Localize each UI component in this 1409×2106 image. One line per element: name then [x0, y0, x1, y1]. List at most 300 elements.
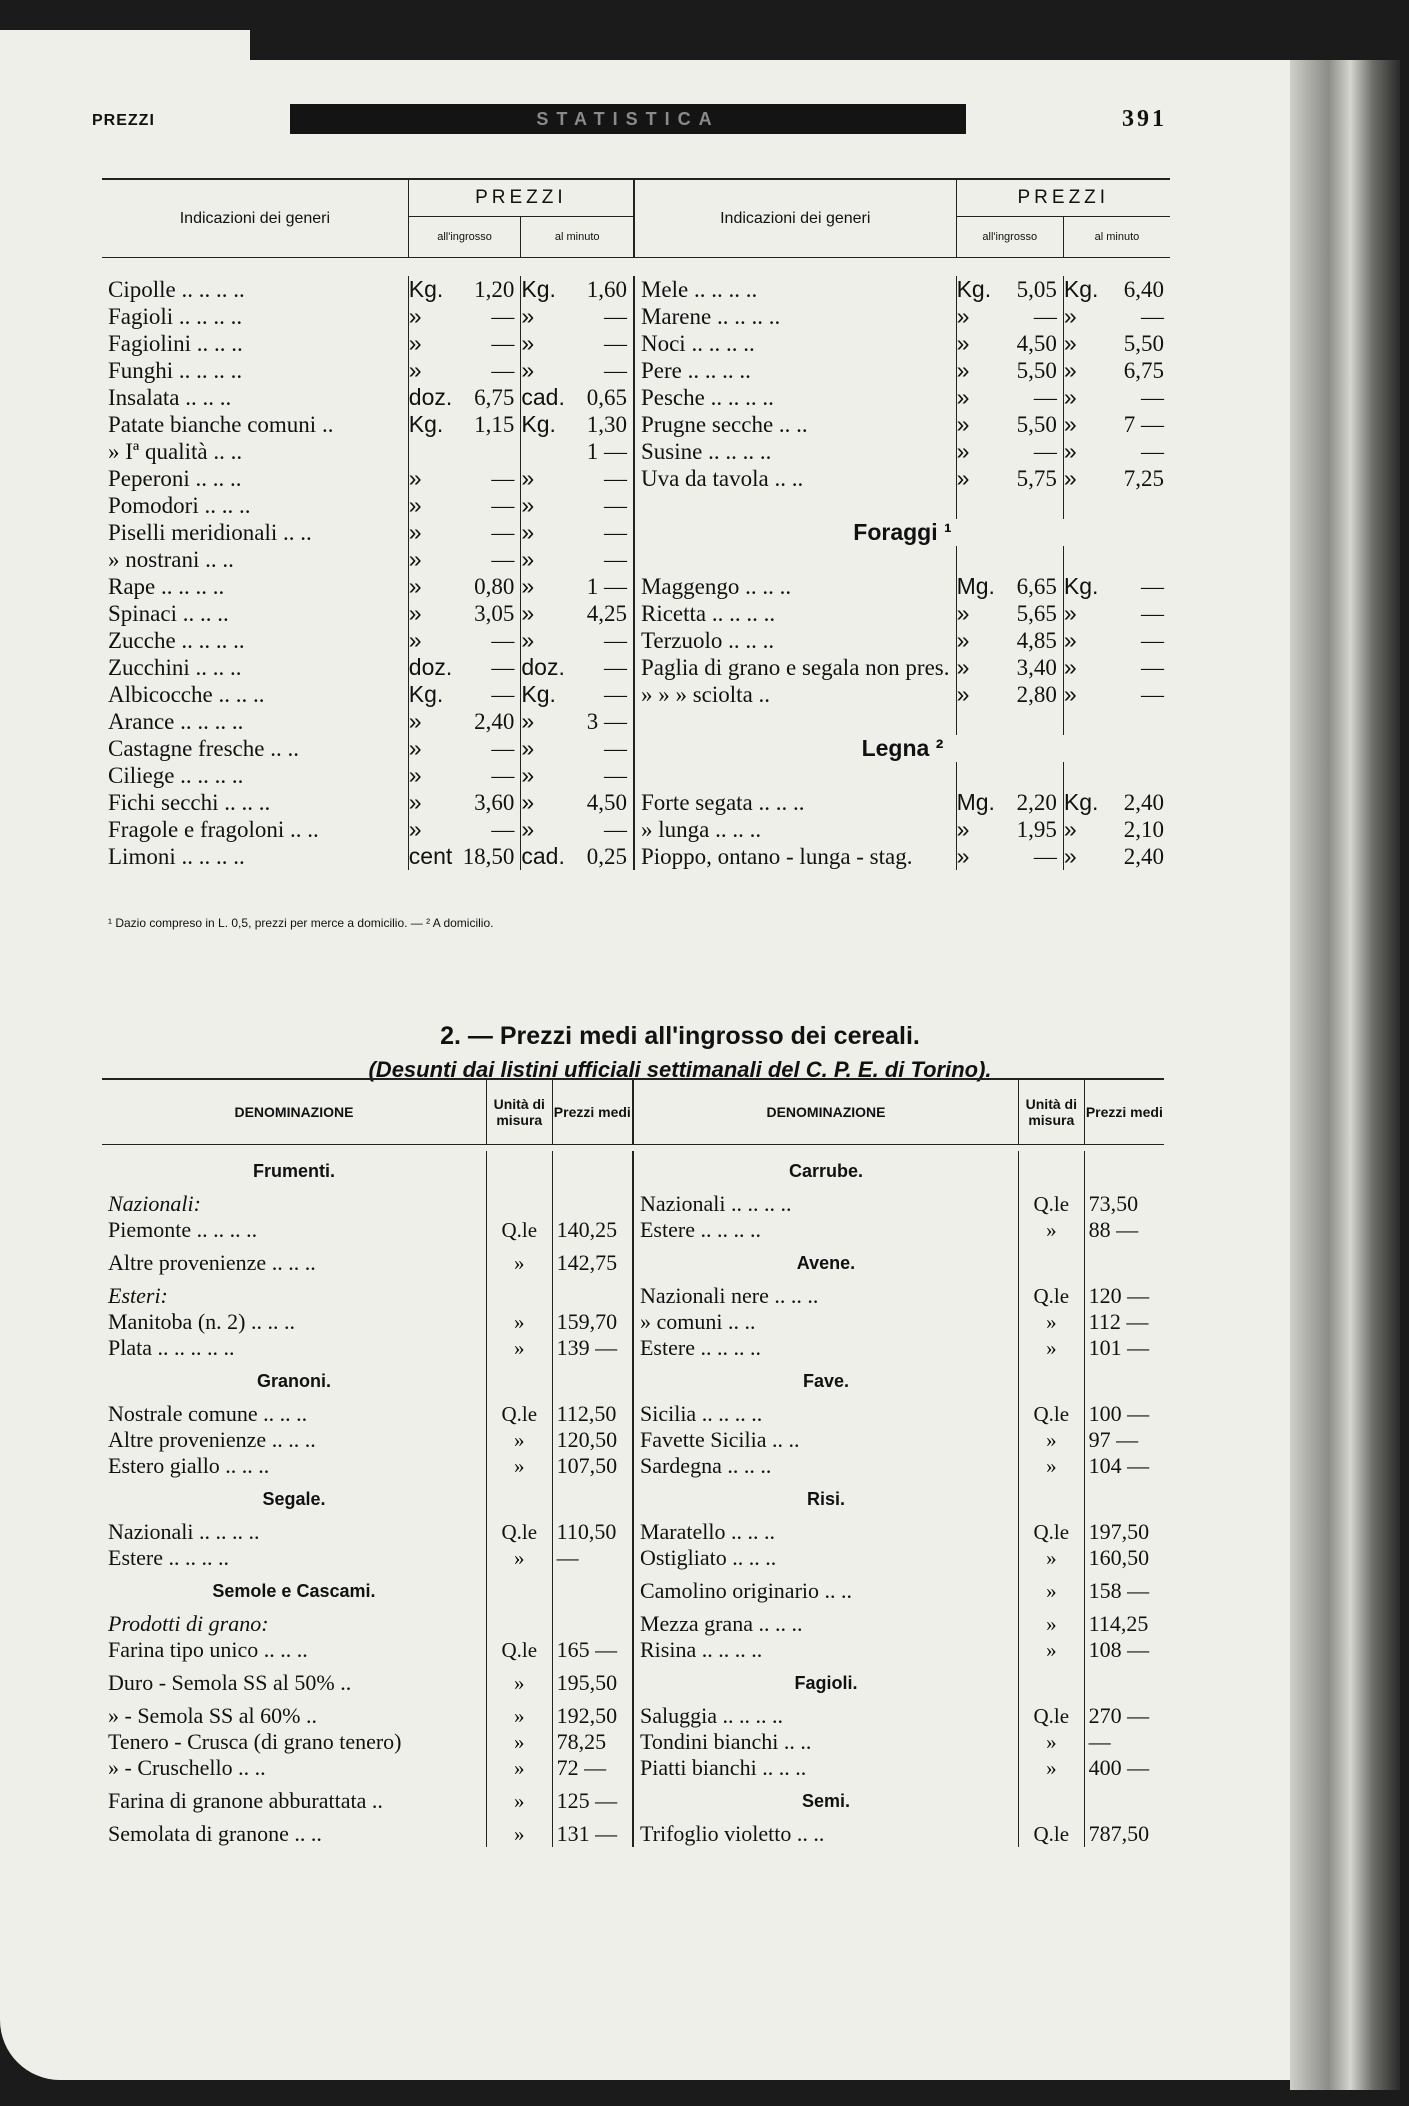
unit-retail: Kg.	[521, 411, 566, 438]
item-name: Fragole e fragoloni .. ..	[108, 817, 319, 842]
item-name: Arance .. .. .. ..	[108, 709, 244, 734]
group-heading: Risi.	[633, 1479, 1018, 1519]
unit: »	[486, 1781, 552, 1821]
price: 787,50	[1084, 1821, 1164, 1847]
unit: »	[486, 1453, 552, 1479]
unit-retail: »	[1063, 465, 1102, 492]
table-row	[102, 600, 1170, 627]
item-name: Pesche .. .. .. ..	[634, 384, 956, 411]
table-row	[102, 708, 1170, 735]
unit-wholesale: »	[408, 789, 453, 816]
price-wholesale: —	[491, 682, 515, 707]
price: 165 —	[552, 1637, 633, 1663]
unit: »	[486, 1309, 552, 1335]
unit-retail: »	[1063, 384, 1102, 411]
item-name: Terzuolo .. .. ..	[634, 627, 956, 654]
unit-wholesale: »	[408, 492, 453, 519]
table-row	[102, 1663, 1164, 1703]
item-name: Paglia di grano e segala non pres.	[634, 654, 956, 681]
unit: »	[1018, 1611, 1084, 1637]
price-retail: —	[603, 466, 627, 491]
price: 78,25	[552, 1729, 633, 1755]
price-wholesale: —	[491, 817, 515, 842]
price: —	[552, 1545, 633, 1571]
table-row	[102, 681, 1170, 708]
price-wholesale: 2,20	[1016, 790, 1057, 815]
item-name: Favette Sicilia .. ..	[633, 1427, 1018, 1453]
item-name: Piemonte .. .. .. ..	[108, 1217, 258, 1242]
item-name: Piselli meridionali .. ..	[108, 520, 312, 545]
unit-retail: »	[521, 600, 566, 627]
price-retail: —	[603, 493, 627, 518]
unit: »	[486, 1663, 552, 1703]
item-name: Pere .. .. .. ..	[634, 357, 956, 384]
price: 270 —	[1084, 1703, 1164, 1729]
col-header-genre-left: Indicazioni dei generi	[102, 179, 408, 258]
price: 160,50	[1084, 1545, 1164, 1571]
item-name	[634, 708, 956, 735]
unit-retail: »	[1063, 654, 1102, 681]
price-retail	[1103, 492, 1170, 519]
item-name: Susine .. .. .. ..	[634, 438, 956, 465]
table-row	[102, 1755, 1164, 1781]
item-name: Nazionali nere .. .. ..	[633, 1283, 1018, 1309]
item-name: Nazionali .. .. .. ..	[108, 1519, 260, 1544]
price: 140,25	[552, 1217, 633, 1243]
item-name: Manitoba (n. 2) .. .. ..	[108, 1309, 295, 1334]
price-retail: 6,40	[1123, 277, 1164, 302]
col-header-unit-left: Unità di misura	[486, 1079, 552, 1145]
item-name	[634, 492, 956, 519]
unit-retail: »	[521, 492, 566, 519]
table-row	[102, 1335, 1164, 1361]
price: 112 —	[1084, 1309, 1164, 1335]
section-subtitle: (Desunti dai listini ufficiali settimanali del C. P. E. di Torino).	[368, 1057, 992, 1082]
price-wholesale: —	[491, 358, 515, 383]
running-head: PREZZI	[92, 112, 155, 129]
price: 107,50	[552, 1453, 633, 1479]
item-name: Fichi secchi .. .. ..	[108, 790, 271, 815]
unit-wholesale: »	[956, 627, 996, 654]
price: —	[1084, 1729, 1164, 1755]
unit-retail: »	[521, 708, 566, 735]
price-wholesale: —	[1033, 304, 1057, 329]
unit-wholesale: »	[408, 357, 453, 384]
table-row	[102, 276, 1170, 303]
price	[552, 1191, 633, 1217]
price: 104 —	[1084, 1453, 1164, 1479]
price-retail: 6,75	[1123, 358, 1164, 383]
unit-wholesale: »	[956, 600, 996, 627]
unit-wholesale: »	[408, 303, 453, 330]
unit-wholesale: »	[956, 411, 996, 438]
col-header-price-left: Prezzi medi	[552, 1079, 633, 1145]
price-retail: —	[1141, 682, 1164, 707]
table-row	[102, 1401, 1164, 1427]
group-heading: Avene.	[633, 1243, 1018, 1283]
price-retail: 4,25	[586, 601, 627, 626]
unit: »	[1018, 1755, 1084, 1781]
price-wholesale: —	[1033, 844, 1057, 869]
unit-retail: »	[1063, 330, 1102, 357]
item-name: Funghi .. .. .. ..	[108, 358, 243, 383]
table-row	[102, 1309, 1164, 1335]
price-wholesale: 5,65	[1016, 601, 1057, 626]
table-row	[102, 519, 1170, 546]
item-name: Rape .. .. .. ..	[108, 574, 225, 599]
item-name: » » » sciolta ..	[634, 681, 956, 708]
group-heading: Legna ²	[634, 735, 1170, 762]
unit-wholesale: doz.	[408, 654, 453, 680]
unit: »	[486, 1243, 552, 1283]
price-wholesale: 1,20	[474, 277, 515, 302]
price-retail: 5,50	[1123, 331, 1164, 356]
unit-retail: »	[1063, 438, 1102, 465]
item-name: » nostrani .. ..	[108, 547, 234, 572]
col-header-denomination-right: DENOMINAZIONE	[633, 1079, 1018, 1145]
price-wholesale: —	[491, 520, 515, 545]
price: 72 —	[552, 1755, 633, 1781]
price-retail: —	[603, 304, 627, 329]
unit: »	[486, 1729, 552, 1755]
item-name: Altre provenienze .. .. ..	[108, 1427, 316, 1452]
unit-retail: cad.	[521, 384, 565, 410]
col-header-wholesale-right: all'ingrosso	[956, 217, 1063, 258]
price-retail	[1103, 546, 1170, 573]
price-retail: 1,30	[586, 412, 627, 437]
item-name: Uva da tavola .. ..	[634, 465, 956, 492]
unit-retail: »	[1063, 600, 1102, 627]
price-wholesale: —	[491, 493, 515, 518]
table-row	[102, 1427, 1164, 1453]
unit-wholesale: »	[408, 465, 453, 492]
price-wholesale: —	[1033, 439, 1057, 464]
item-name: Limoni .. .. .. ..	[108, 844, 245, 869]
table-row	[102, 1571, 1164, 1611]
scan-border-top-right	[250, 0, 1409, 60]
table-row	[102, 1283, 1164, 1309]
item-name: Farina tipo unico .. .. ..	[108, 1637, 308, 1662]
item-name: » Iª qualità .. ..	[108, 439, 243, 464]
price-wholesale: —	[491, 331, 515, 356]
price-wholesale: —	[1033, 385, 1057, 410]
unit-retail: »	[521, 627, 566, 654]
group-heading: Foraggi ¹	[634, 519, 1170, 546]
price: 192,50	[552, 1703, 633, 1729]
price-retail: 4,50	[586, 790, 627, 815]
price-wholesale: —	[491, 304, 515, 329]
page-number: 391	[1122, 106, 1167, 132]
unit-retail: »	[1063, 816, 1102, 843]
unit: Q.le	[486, 1217, 552, 1243]
price-retail: —	[1141, 655, 1164, 680]
price-wholesale: 6,75	[474, 385, 515, 410]
footnote: ¹ Dazio compreso in L. 0,5, prezzi per merce a domicilio. — ² A domicilio.	[108, 916, 494, 930]
unit-wholesale: »	[956, 843, 996, 870]
unit: »	[486, 1335, 552, 1361]
price-wholesale: 3,40	[1016, 655, 1057, 680]
table-row	[102, 303, 1170, 330]
item-name: Mele .. .. .. ..	[634, 276, 956, 303]
unit	[486, 1191, 552, 1217]
price	[552, 1611, 633, 1637]
table-row	[102, 573, 1170, 600]
table-row	[102, 1637, 1164, 1663]
price-retail	[1103, 762, 1170, 789]
unit: Q.le	[1018, 1191, 1084, 1217]
table-row	[102, 1519, 1164, 1545]
unit-retail: »	[521, 816, 566, 843]
group-heading: Semole e Cascami.	[212, 1581, 376, 1601]
item-name: Saluggia .. .. .. ..	[633, 1703, 1018, 1729]
price-retail: —	[603, 682, 627, 707]
unit-retail: »	[521, 573, 566, 600]
item-name: Farina di granone abburattata ..	[108, 1788, 383, 1813]
price-wholesale	[996, 762, 1064, 789]
price-wholesale: 3,60	[474, 790, 515, 815]
item-name: Tenero - Crusca (di grano tenero)	[108, 1729, 402, 1754]
table-row	[102, 627, 1170, 654]
price-retail: —	[1141, 439, 1164, 464]
price-wholesale: —	[491, 547, 515, 572]
price-wholesale: 18,50	[462, 844, 515, 869]
unit-wholesale: »	[408, 627, 453, 654]
item-name: Prugne secche .. ..	[634, 411, 956, 438]
price-retail	[1103, 708, 1170, 735]
item-name: » - Semola SS al 60% ..	[108, 1703, 317, 1728]
unit-retail	[1063, 708, 1102, 735]
item-name: Sardegna .. .. ..	[633, 1453, 1018, 1479]
item-name: Fagioli .. .. .. ..	[108, 304, 243, 329]
unit-wholesale: Mg.	[956, 789, 995, 815]
table-row	[102, 1479, 1164, 1519]
price: 142,75	[552, 1243, 633, 1283]
price-retail: 0,25	[586, 844, 627, 869]
unit-wholesale: doz.	[408, 384, 453, 410]
table-row	[102, 1545, 1164, 1571]
unit-wholesale: »	[408, 816, 453, 843]
unit-wholesale: »	[956, 465, 996, 492]
table-row	[102, 357, 1170, 384]
item-name: Nostrale comune .. .. ..	[108, 1401, 308, 1426]
price-wholesale: 5,50	[1016, 412, 1057, 437]
table-row	[102, 330, 1170, 357]
price: 159,70	[552, 1309, 633, 1335]
unit-retail	[1063, 492, 1102, 519]
unit-retail: »	[521, 303, 566, 330]
price: 100 —	[1084, 1401, 1164, 1427]
unit: »	[1018, 1427, 1084, 1453]
item-name: Trifoglio violetto .. ..	[633, 1821, 1018, 1847]
item-name: Albicocche .. .. ..	[108, 682, 265, 707]
table-row	[102, 1729, 1164, 1755]
price-wholesale: 3,05	[474, 601, 515, 626]
price: 108 —	[1084, 1637, 1164, 1663]
unit: »	[1018, 1335, 1084, 1361]
unit-wholesale: »	[408, 708, 453, 735]
unit-wholesale: Kg.	[408, 411, 453, 438]
unit-retail: Kg.	[521, 276, 566, 303]
item-name: Maratello .. .. ..	[633, 1519, 1018, 1545]
unit-wholesale: Kg.	[956, 276, 996, 303]
unit: »	[1018, 1217, 1084, 1243]
item-name	[634, 762, 956, 789]
price-retail: —	[1141, 628, 1164, 653]
price: 195,50	[552, 1663, 633, 1703]
table-row	[102, 1821, 1164, 1847]
unit-wholesale: Kg.	[408, 681, 453, 708]
group-heading: Fave.	[633, 1361, 1018, 1401]
table-row	[102, 1217, 1164, 1243]
price-retail: 2,40	[1123, 844, 1164, 869]
item-name: Zucchini .. .. ..	[108, 655, 242, 680]
group-heading: Semi.	[633, 1781, 1018, 1821]
item-name: Estere .. .. .. ..	[633, 1217, 1018, 1243]
unit-retail: »	[521, 546, 566, 573]
price-wholesale: 2,80	[1016, 682, 1057, 707]
unit-retail: »	[1063, 357, 1102, 384]
price	[552, 1283, 633, 1309]
unit-wholesale: »	[408, 762, 453, 789]
group-heading: Segale.	[262, 1489, 326, 1509]
unit: Q.le	[1018, 1821, 1084, 1847]
unit-wholesale: »	[956, 654, 996, 681]
unit-wholesale: »	[956, 330, 996, 357]
unit-retail: »	[521, 762, 566, 789]
col-header-denomination-left: DENOMINAZIONE	[102, 1079, 486, 1145]
unit-retail: »	[1063, 411, 1102, 438]
item-name: Ostigliato .. .. ..	[633, 1545, 1018, 1571]
item-name: Peperoni .. .. ..	[108, 466, 242, 491]
price: 112,50	[552, 1401, 633, 1427]
group-heading: Frumenti.	[252, 1161, 335, 1181]
unit-wholesale: cent	[408, 843, 453, 869]
item-name: » - Cruschello .. ..	[108, 1755, 266, 1780]
price: 131 —	[552, 1821, 633, 1847]
price-wholesale: 1,15	[474, 412, 515, 437]
unit: »	[486, 1545, 552, 1571]
col-header-prices-right: PREZZI	[956, 179, 1170, 217]
unit-retail: »	[521, 735, 566, 762]
item-name: Tondini bianchi .. ..	[633, 1729, 1018, 1755]
col-header-retail-left: al minuto	[521, 217, 634, 258]
unit: Q.le	[486, 1637, 552, 1663]
col-header-prices-left: PREZZI	[408, 179, 634, 217]
unit-retail	[1063, 762, 1102, 789]
retail-prices-table	[102, 178, 1170, 870]
price-retail: 2,40	[1123, 790, 1164, 815]
price-retail: 7,25	[1123, 466, 1164, 491]
price-retail: —	[1141, 304, 1164, 329]
item-name: Spinaci .. .. ..	[108, 601, 229, 626]
unit: »	[1018, 1453, 1084, 1479]
price-wholesale	[453, 438, 521, 465]
table-row	[102, 789, 1170, 816]
unit: »	[1018, 1545, 1084, 1571]
price-wholesale: 5,75	[1016, 466, 1057, 491]
unit-retail: cad.	[521, 843, 565, 869]
price: 73,50	[1084, 1191, 1164, 1217]
price-wholesale: 5,05	[1016, 277, 1057, 302]
item-name: Forte segata .. .. ..	[634, 789, 956, 816]
unit-retail	[1063, 546, 1102, 573]
unit	[486, 1283, 552, 1309]
item-name: Estere .. .. .. ..	[108, 1545, 229, 1570]
unit-retail: »	[1063, 843, 1102, 870]
unit-retail: »	[521, 330, 566, 357]
price: 110,50	[552, 1519, 633, 1545]
price-wholesale: 5,50	[1016, 358, 1057, 383]
table-row	[102, 411, 1170, 438]
table-row	[102, 735, 1170, 762]
unit-retail: »	[521, 789, 566, 816]
item-name: Mezza grana .. .. ..	[633, 1611, 1018, 1637]
unit: Q.le	[486, 1519, 552, 1545]
unit-wholesale: »	[956, 384, 996, 411]
table-row	[102, 1703, 1164, 1729]
price: 101 —	[1084, 1335, 1164, 1361]
price: 158 —	[1084, 1571, 1164, 1611]
table-row	[102, 1191, 1164, 1217]
col-header-retail-right: al minuto	[1063, 217, 1170, 258]
unit: »	[1018, 1309, 1084, 1335]
price-wholesale: 4,85	[1016, 628, 1057, 653]
unit-retail: »	[1063, 681, 1102, 708]
unit-wholesale: »	[956, 438, 996, 465]
item-name: » comuni .. ..	[633, 1309, 1018, 1335]
price-wholesale: —	[491, 655, 515, 680]
unit-wholesale: »	[408, 330, 453, 357]
unit-wholesale: »	[408, 600, 453, 627]
unit: Q.le	[1018, 1519, 1084, 1545]
table-row	[102, 465, 1170, 492]
price-retail: —	[603, 736, 627, 761]
unit-retail: doz.	[521, 654, 565, 680]
price-wholesale: 0,80	[474, 574, 515, 599]
price-wholesale	[996, 546, 1064, 573]
price-retail: —	[603, 358, 627, 383]
table-row	[102, 1243, 1164, 1283]
unit: »	[486, 1755, 552, 1781]
price-retail: —	[603, 628, 627, 653]
item-name: Marene .. .. .. ..	[634, 303, 956, 330]
unit-retail: Kg.	[1063, 789, 1102, 816]
item-name: Prodotti di grano:	[108, 1611, 269, 1636]
table-row	[102, 762, 1170, 789]
price: 114,25	[1084, 1611, 1164, 1637]
unit-retail: »	[1063, 303, 1102, 330]
item-name: Patate bianche comuni ..	[108, 412, 334, 437]
unit-retail: Kg.	[521, 681, 566, 708]
unit-retail	[521, 438, 566, 465]
price-wholesale: —	[491, 466, 515, 491]
item-name: Semolata di granone .. ..	[108, 1821, 322, 1846]
unit-retail: »	[1063, 627, 1102, 654]
item-name: Altre provenienze .. .. ..	[108, 1250, 316, 1275]
cereal-prices-table	[102, 1078, 1164, 1847]
price-retail: —	[603, 817, 627, 842]
price-retail: 2,10	[1123, 817, 1164, 842]
col-header-price-right: Prezzi medi	[1084, 1079, 1164, 1145]
item-name: Estere .. .. .. ..	[633, 1335, 1018, 1361]
price-retail: 1 —	[586, 439, 627, 464]
table-row	[102, 816, 1170, 843]
table-row	[102, 438, 1170, 465]
unit	[486, 1611, 552, 1637]
item-name: Castagne fresche .. ..	[108, 736, 299, 761]
price-wholesale: —	[491, 736, 515, 761]
price-retail: —	[603, 520, 627, 545]
